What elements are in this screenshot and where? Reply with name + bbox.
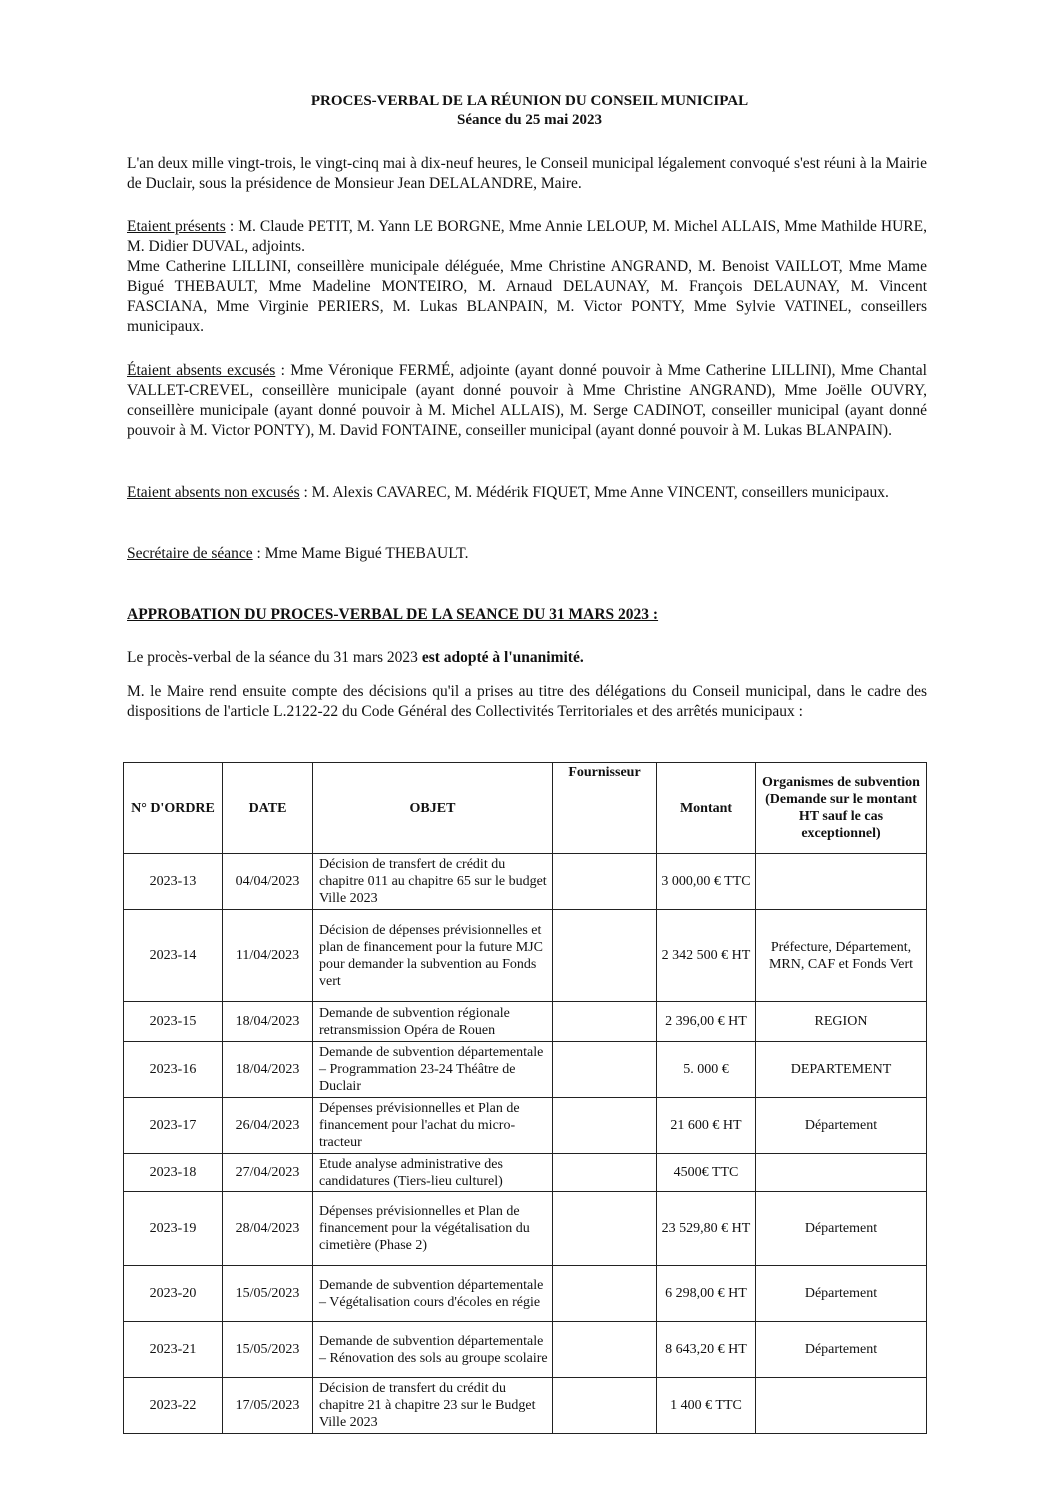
cell-objet: Dépenses prévisionnelles et Plan de financement pour la végétalisation du cimetière (Phase 2) <box>313 1192 553 1266</box>
cell-montant: 21 600 € HT <box>657 1098 756 1154</box>
table-row <box>124 1378 927 1434</box>
header-ordre: N° D'ORDRE <box>124 763 223 854</box>
absents-non-excuses-label: Etaient absents non excusés <box>127 484 300 501</box>
cell-organisme <box>756 854 927 910</box>
presents-label: Etaient présents <box>127 218 226 235</box>
cell-ordre: 2023-20 <box>124 1266 223 1322</box>
secretaire-paragraph <box>127 544 927 564</box>
presents-text: : M. Claude PETIT, M. Yann LE BORGNE, Mme Annie LELOUP, M. Michel ALLAIS, Mme Mathilde HURE, M. Didier DUVAL, adjoints. <box>127 218 927 255</box>
cell-montant: 23 529,80 € HT <box>657 1192 756 1266</box>
cell-objet: Dépenses prévisionnelles et Plan de financement pour l'achat du micro-tracteur <box>313 1098 553 1154</box>
decisions-table <box>123 762 927 1434</box>
cell-fournisseur <box>553 910 657 1002</box>
header-fournisseur: Fournisseur <box>553 763 657 854</box>
cell-date: 15/05/2023 <box>223 1266 313 1322</box>
cell-date: 11/04/2023 <box>223 910 313 1002</box>
cell-montant: 2 342 500 € HT <box>657 910 756 1002</box>
cell-organisme <box>756 1378 927 1434</box>
cell-organisme: Département <box>756 1266 927 1322</box>
cell-objet: Demande de subvention départementale – Végétalisation cours d'écoles en régie <box>313 1266 553 1322</box>
document-title: PROCES-VERBAL DE LA RÉUNION DU CONSEIL MUNICIPAL <box>310 93 749 109</box>
absents-excuses-paragraph <box>127 361 927 441</box>
cell-date: 18/04/2023 <box>223 1002 313 1042</box>
secretaire-label: Secrétaire de séance <box>127 545 253 562</box>
cell-organisme: DEPARTEMENT <box>756 1042 927 1098</box>
table-row <box>124 1042 927 1098</box>
table-row <box>124 854 927 910</box>
absents-excuses-label: Étaient absents excusés <box>127 362 276 379</box>
cell-ordre: 2023-16 <box>124 1042 223 1098</box>
cell-fournisseur <box>553 1322 657 1378</box>
approbation-line <box>127 648 927 668</box>
cell-ordre: 2023-17 <box>124 1098 223 1154</box>
absents-excuses-text: : Mme Véronique FERMÉ, adjointe (ayant donné pouvoir à Mme Catherine LILLINI), Mme Chantal VALLET-CREVEL, conseillère municipale (ayant donné pouvoir à Mme Christine ANGRAND), Mme Joëlle OUVRY, conseillère municipale (ayant donné pouvoir à M. Michel ALLAIS), M. Serge CADINOT, conseiller municipal (ayant donné pouvoir à M. Victor PONTY), M. David FONTAINE, conseiller municipal (ayant donné pouvoir à M. Lukas BLANPAIN). <box>127 362 927 439</box>
cell-montant: 5. 000 € <box>657 1042 756 1098</box>
cell-objet: Etude analyse administrative des candidatures (Tiers-lieu culturel) <box>313 1154 553 1192</box>
presents-text-2: Mme Catherine LILLINI, conseillère municipale déléguée, Mme Christine ANGRAND, M. Benoist VAILLOT, Mme Mame Bigué THEBAULT, Mme Madeline MONTEIRO, M. Arnaud DELAUNAY, M. François DELAUNAY, M. Vincent FASCIANA, Mme Virginie PERIERS, M. Lukas BLANPAIN, M. Victor PONTY, Mme Sylvie VATINEL, conseillers municipaux. <box>127 258 927 335</box>
cell-organisme: Département <box>756 1322 927 1378</box>
document-subtitle: Séance du 25 mai 2023 <box>456 112 602 128</box>
absents-non-excuses-paragraph <box>127 483 927 503</box>
absents-non-excuses-text: : M. Alexis CAVAREC, M. Médérik FIQUET, Mme Anne VINCENT, conseillers municipaux. <box>299 484 889 501</box>
cell-organisme: Département <box>756 1192 927 1266</box>
cell-date: 04/04/2023 <box>223 854 313 910</box>
approbation-line-bold: est adopté à l'unanimité. <box>421 649 584 666</box>
table-row <box>124 1192 927 1266</box>
table-row <box>124 1154 927 1192</box>
cell-date: 18/04/2023 <box>223 1042 313 1098</box>
approbation-line-start: Le procès-verbal de la séance du 31 mars 2023 <box>127 649 422 666</box>
table-row <box>124 910 927 1002</box>
intro-paragraph: L'an deux mille vingt-trois, le vingt-cinq mai à dix-neuf heures, le Conseil municipal légalement convoqué s'est réuni à la Mairie de Duclair, sous la présidence de Monsieur Jean DELALANDRE, Maire. <box>127 155 927 192</box>
cell-objet: Décision de transfert du crédit du chapitre 21 à chapitre 23 sur le Budget Ville 2023 <box>313 1378 553 1434</box>
cell-ordre: 2023-19 <box>124 1192 223 1266</box>
cell-montant: 8 643,20 € HT <box>657 1322 756 1378</box>
table-row <box>124 1322 927 1378</box>
cell-montant: 2 396,00 € HT <box>657 1002 756 1042</box>
document-header <box>0 92 1059 130</box>
header-date: DATE <box>223 763 313 854</box>
cell-organisme: REGION <box>756 1002 927 1042</box>
cell-objet: Décision de dépenses prévisionnelles et plan de financement pour la future MJC pour demander la subvention au Fonds vert <box>313 910 553 1002</box>
cell-ordre: 2023-21 <box>124 1322 223 1378</box>
cell-date: 26/04/2023 <box>223 1098 313 1154</box>
cell-ordre: 2023-13 <box>124 854 223 910</box>
secretaire-text: : Mme Mame Bigué THEBAULT. <box>252 545 469 562</box>
header-montant: Montant <box>657 763 756 854</box>
presents-paragraph <box>127 217 927 337</box>
header-organismes: Organismes de subvention (Demande sur le montant HT sauf le cas exceptionnel) <box>756 763 927 854</box>
cell-ordre: 2023-18 <box>124 1154 223 1192</box>
cell-fournisseur <box>553 1002 657 1042</box>
cell-fournisseur <box>553 1266 657 1322</box>
cell-ordre: 2023-15 <box>124 1002 223 1042</box>
cell-fournisseur <box>553 1154 657 1192</box>
cell-montant: 6 298,00 € HT <box>657 1266 756 1322</box>
cell-montant: 4500€ TTC <box>657 1154 756 1192</box>
cell-date: 15/05/2023 <box>223 1322 313 1378</box>
cell-fournisseur <box>553 1378 657 1434</box>
cell-organisme <box>756 1154 927 1192</box>
table-row <box>124 1266 927 1322</box>
cell-ordre: 2023-22 <box>124 1378 223 1434</box>
table-row <box>124 1002 927 1042</box>
table-header-row <box>124 763 927 854</box>
cell-objet: Demande de subvention départementale – Rénovation des sols au groupe scolaire <box>313 1322 553 1378</box>
cell-montant: 1 400 € TTC <box>657 1378 756 1434</box>
cell-organisme: Préfecture, Département, MRN, CAF et Fonds Vert <box>756 910 927 1002</box>
cell-fournisseur <box>553 1098 657 1154</box>
table-row <box>124 1098 927 1154</box>
cell-date: 28/04/2023 <box>223 1192 313 1266</box>
cell-objet: Décision de transfert de crédit du chapitre 011 au chapitre 65 sur le budget Ville 2023 <box>313 854 553 910</box>
cell-organisme: Département <box>756 1098 927 1154</box>
cell-montant: 3 000,00 € TTC <box>657 854 756 910</box>
cell-ordre: 2023-14 <box>124 910 223 1002</box>
cell-objet: Demande de subvention départementale – Programmation 23-24 Théâtre de Duclair <box>313 1042 553 1098</box>
header-objet: OBJET <box>313 763 553 854</box>
cell-fournisseur <box>553 1192 657 1266</box>
cell-fournisseur <box>553 1042 657 1098</box>
approbation-title: APPROBATION DU PROCES-VERBAL DE LA SEANCE DU 31 MARS 2023 : <box>127 606 659 623</box>
cell-date: 27/04/2023 <box>223 1154 313 1192</box>
cell-objet: Demande de subvention régionale retransmission Opéra de Rouen <box>313 1002 553 1042</box>
cell-date: 17/05/2023 <box>223 1378 313 1434</box>
delegations-paragraph: M. le Maire rend ensuite compte des décisions qu'il a prises au titre des délégations du Conseil municipal, dans le cadre des dispositions de l'article L.2122-22 du Code Général des Collectivités Territoriales et des arrêtés municipaux : <box>127 683 927 720</box>
cell-fournisseur <box>553 854 657 910</box>
